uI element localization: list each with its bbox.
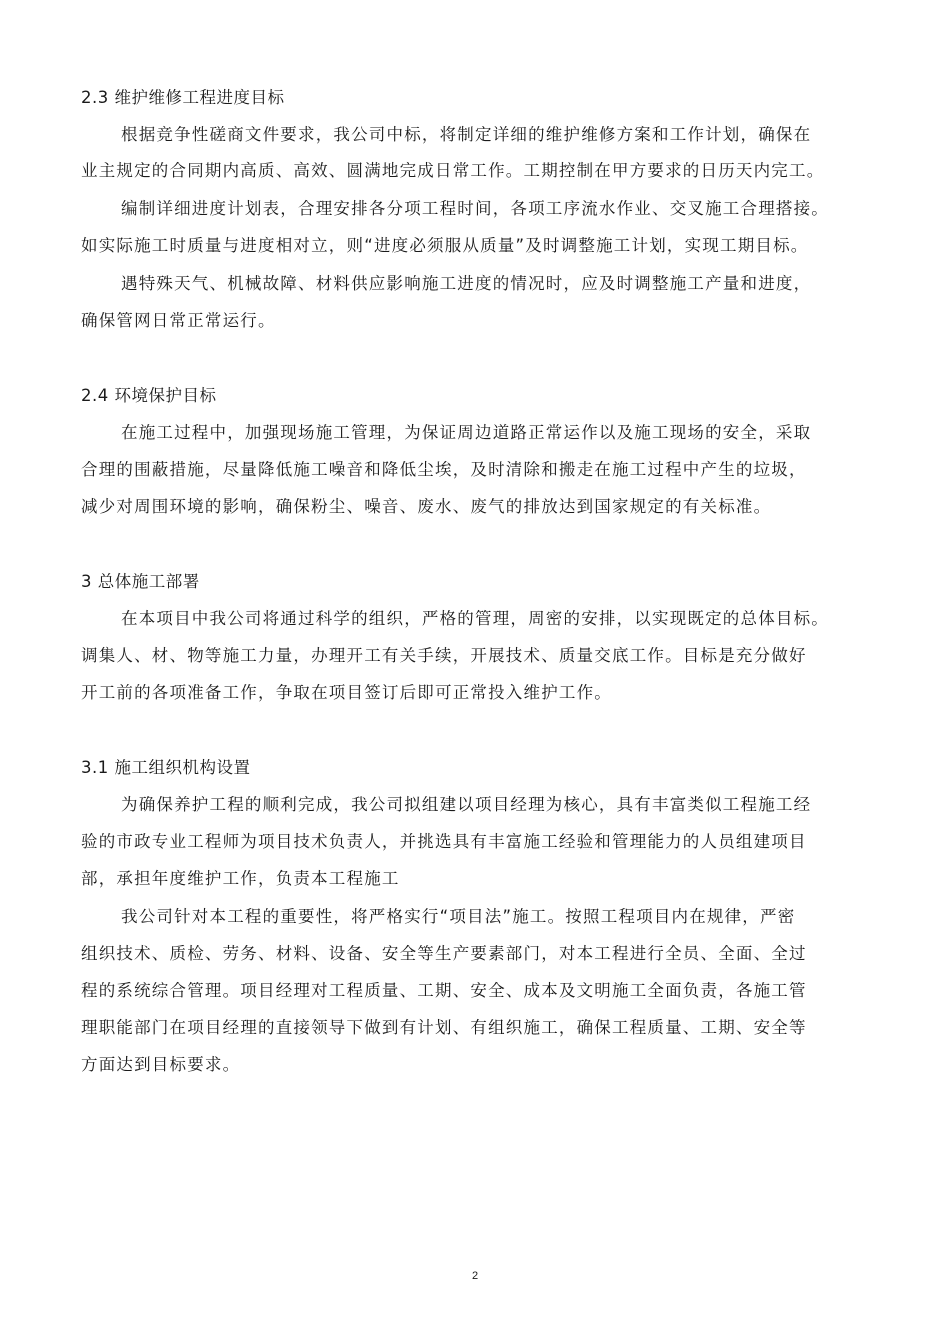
paragraph-line: 调集人、材、物等施工力量，办理开工有关手续，开展技术、质量交底工作。目标是充分做好	[81, 646, 807, 665]
paragraph-line: 根据竞争性磋商文件要求，我公司中标，将制定详细的维护维修方案和工作计划，确保在	[121, 125, 812, 144]
paragraph-line: 开工前的各项准备工作，争取在项目签订后即可正常投入维护工作。	[81, 683, 612, 702]
paragraph-line: 为确保养护工程的顺利完成，我公司拟组建以项目经理为核心，具有丰富类似工程施工经	[121, 795, 812, 814]
section-heading-3: 3 总体施工部署	[81, 572, 200, 591]
paragraph-line: 编制详细进度计划表，合理安排各分项工程时间，各项工序流水作业、交叉施工合理搭接。	[121, 199, 829, 218]
section-heading-2-3: 2.3 维护维修工程进度目标	[81, 88, 285, 107]
paragraph-line: 确保管网日常正常运行。	[81, 311, 276, 330]
paragraph-line: 在施工过程中，加强现场施工管理，为保证周边道路正常运作以及施工现场的安全，采取	[121, 423, 812, 442]
paragraph-line: 部，承担年度维护工作，负责本工程施工	[81, 869, 400, 888]
page-number: 2	[471, 1270, 479, 1282]
paragraph-line: 在本项目中我公司将通过科学的组织，严格的管理，周密的安排，以实现既定的总体目标。	[121, 609, 829, 628]
paragraph-line: 理职能部门在项目经理的直接领导下做到有计划、有组织施工，确保工程质量、工期、安全等	[81, 1018, 807, 1037]
paragraph-line: 我公司针对本工程的重要性，将严格实行“项目法”施工。按照工程项目内在规律，严密	[121, 907, 796, 926]
paragraph-line: 组织技术、质检、劳务、材料、设备、安全等生产要素部门，对本工程进行全员、全面、全过	[81, 944, 807, 963]
paragraph-line: 合理的围蔽措施，尽量降低施工噪音和降低尘埃，及时清除和搬走在施工过程中产生的垃圾，	[81, 460, 807, 479]
paragraph-line: 减少对周围环境的影响，确保粉尘、噪音、废水、废气的排放达到国家规定的有关标准。	[81, 497, 772, 516]
section-heading-2-4: 2.4 环境保护目标	[81, 386, 217, 405]
section-heading-3-1: 3.1 施工组织机构设置	[81, 758, 251, 777]
paragraph-line: 验的市政专业工程师为项目技术负责人，并挑选具有丰富施工经验和管理能力的人员组建项目	[81, 832, 807, 851]
paragraph-line: 方面达到目标要求。	[81, 1055, 241, 1074]
paragraph-line: 如实际施工时质量与进度相对立，则“进度必须服从质量”及时调整施工计划，实现工期目标。	[81, 236, 809, 255]
paragraph-line: 遇特殊天气、机械故障、材料供应影响施工进度的情况时，应及时调整施工产量和进度，	[121, 274, 812, 293]
paragraph-line: 程的系统综合管理。项目经理对工程质量、工期、安全、成本及文明施工全面负责，各施工管	[81, 981, 807, 1000]
paragraph-line: 业主规定的合同期内高质、高效、圆满地完成日常工作。工期控制在甲方要求的日历天内完工。	[81, 161, 825, 180]
